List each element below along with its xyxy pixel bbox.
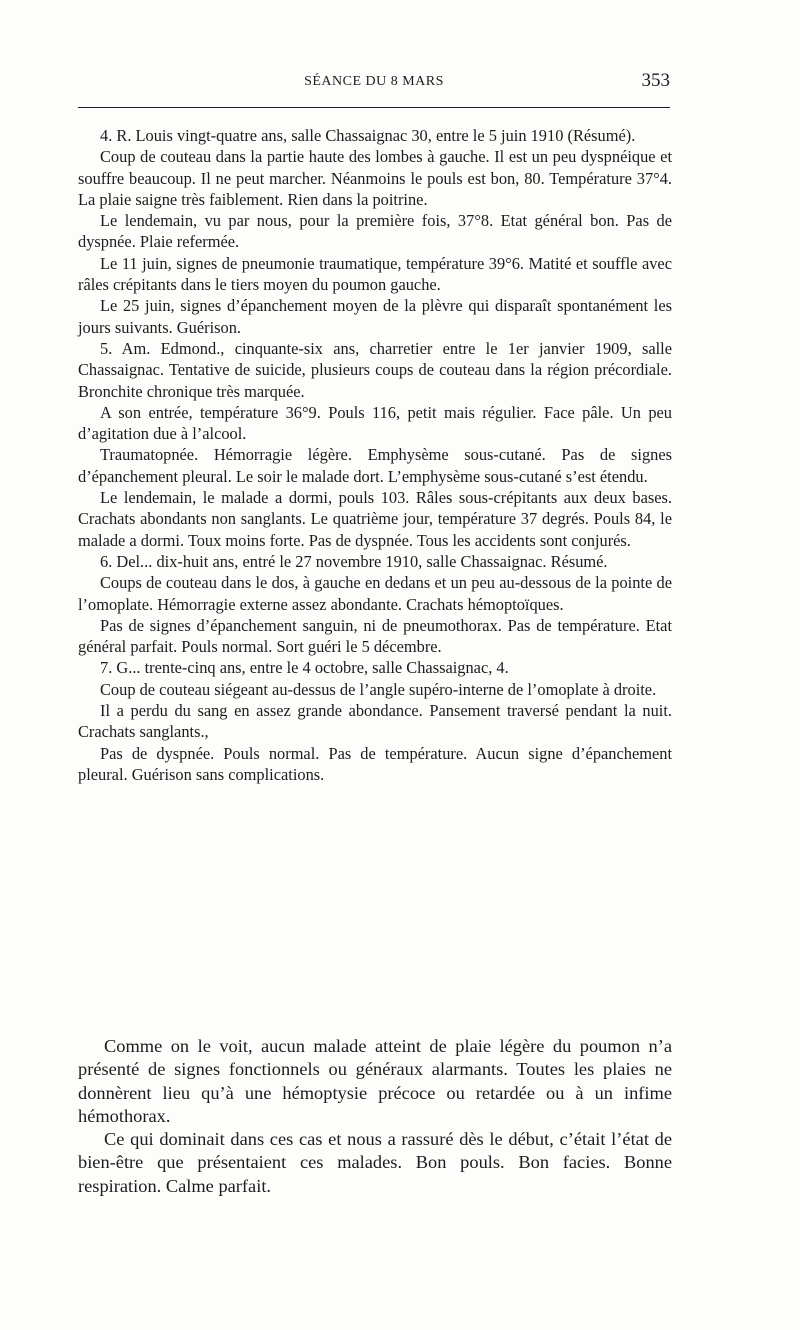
page-number: 353 [641, 70, 670, 91]
case-7-heading: 7. G... trente-cinq ans, entre le 4 octobre, salle Chassaignac, 4. [100, 658, 509, 678]
conclusion-text [78, 1035, 672, 1198]
header-rule [78, 107, 670, 108]
case-reports [78, 125, 672, 785]
case-5-heading: 5. Am. Edmond., cinquante-six ans, charretier entre le 1er janvier 1909, salle Chassaignac. Tentative de suicide, plusieurs coups de couteau dans la région précordiale. Bronchite chronique très marquée. [78, 338, 672, 401]
paragraph: Coup de couteau siégeant au-dessus de l’angle supéro-interne de l’omoplate à droite. [100, 679, 657, 699]
case-6-heading: 6. Del... dix-huit ans, entré le 27 novembre 1910, salle Chassaignac. Résumé. [100, 551, 608, 571]
paragraph: Pas de signes d’épanchement sanguin, ni de pneumothorax. Pas de température. Etat général parfait. Pouls normal. Sort guéri le 5 décembre. [78, 615, 672, 657]
paragraph: Coup de couteau dans la partie haute des lombes à gauche. Il est un peu dyspnéique et souffre beaucoup. Il ne peut marcher. Néanmoins le pouls est bon, 80. Température 37°4. La plaie saigne très faiblement. Rien dans la poitrine. [78, 147, 672, 209]
running-head [78, 70, 670, 98]
conclusion-paragraph: Ce qui dominait dans ces cas et nous a rassuré dès le début, c’était l’état de bien-être que présentaient ces malades. Bon pouls. Bon facies. Bonne respiration. Calme parfait. [78, 1129, 672, 1196]
paragraph: Le lendemain, vu par nous, pour la première fois, 37°8. Etat général bon. Pas de dyspnée. Plaie refermée. [78, 211, 672, 252]
conclusion-paragraph: Comme on le voit, aucun malade atteint de plaie légère du poumon n’a présenté de signes fonctionnels ou généraux alarmants. Toutes les plaies ne donnèrent lieu qu’à une hémoptysie précoce ou retardée ou à un infime hémothorax. [78, 1036, 672, 1126]
paragraph: Il a perdu du sang en assez grande abondance. Pansement traversé pendant la nuit. Crachats sanglants., [78, 701, 672, 742]
paragraph: Pas de dyspnée. Pouls normal. Pas de température. Aucun signe d’épanchement pleural. Guérison sans complications. [78, 743, 672, 784]
paragraph: Coups de couteau dans le dos, à gauche en dedans et un peu au-dessous de la pointe de l’omoplate. Hémorragie externe assez abondante. Crachats hémoptoïques. [78, 573, 672, 614]
paragraph: Le lendemain, le malade a dormi, pouls 103. Râles sous-crépitants aux deux bases. Crachats abondants non sanglants. Le quatrième jour, température 37 degrés. Pouls 84, le malade a dormi. Toux moins forte. Pas de dyspnée. Tous les accidents sont conjurés. [78, 488, 672, 550]
case-4-heading: 4. R. Louis vingt-quatre ans, salle Chassaignac 30, entre le 5 juin 1910 (Résumé). [100, 126, 636, 145]
paragraph: A son entrée, température 36°9. Pouls 116, petit mais régulier. Face pâle. Un peu d’agitation due à l’alcool. [78, 402, 672, 444]
paragraph: Le 25 juin, signes d’épanchement moyen de la plèvre qui disparaît spontanément les jours suivants. Guérison. [78, 296, 672, 337]
running-title: SÉANCE DU 8 MARS [304, 74, 444, 89]
paragraph: Le 11 juin, signes de pneumonie traumatique, température 39°6. Matité et souffle avec râles crépitants dans le tiers moyen du poumon gauche. [78, 253, 672, 295]
paragraph: Traumatopnée. Hémorragie légère. Emphysème sous-cutané. Pas de signes d’épanchement pleural. Le soir le malade dort. L’emphysème sous-cutané s’est étendu. [78, 445, 672, 486]
